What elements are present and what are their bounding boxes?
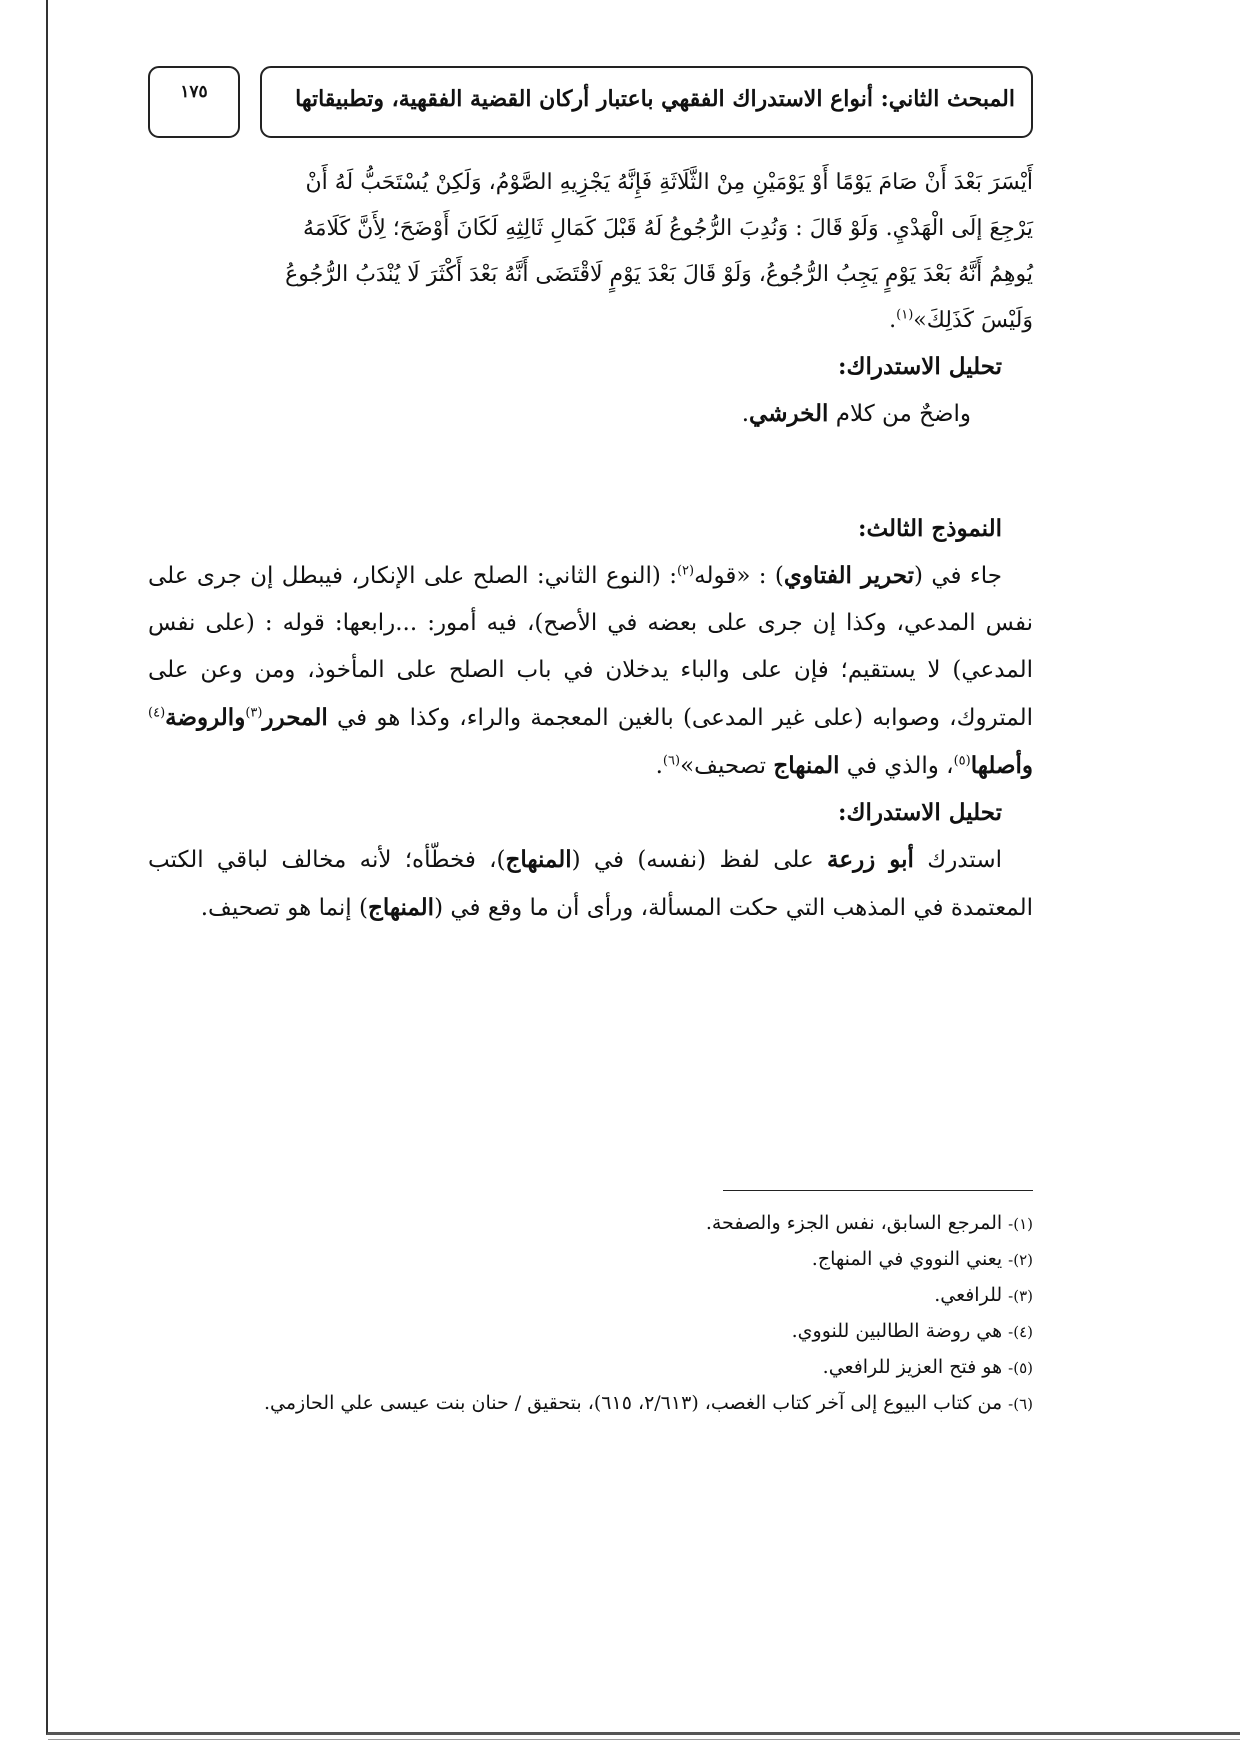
footnote <box>148 1350 1033 1386</box>
footnote <box>148 1278 1033 1314</box>
footnote-number: (٤)- <box>1008 1323 1033 1341</box>
footnote-ref: (٦) <box>662 753 681 769</box>
book-title: وأصلها <box>970 752 1033 779</box>
footnote <box>148 1206 1033 1242</box>
scholar-name: أبو زرعة <box>827 846 914 873</box>
footnote-number: (١)- <box>1008 1215 1033 1233</box>
footnote <box>148 1314 1033 1350</box>
page-header <box>148 66 1033 140</box>
main-text <box>148 160 1033 932</box>
footnote-ref: (٥) <box>953 753 971 769</box>
footnote-text: هو فتح العزيز للرافعي. <box>822 1356 1003 1378</box>
footnote-number: (٥)- <box>1008 1359 1033 1377</box>
footnote-number: (٢)- <box>1008 1251 1033 1269</box>
analysis-paragraph: واضحٌ من كلام الخرشي. <box>741 400 971 427</box>
footnote-ref: (١) <box>896 307 914 323</box>
analysis-heading: تحليل الاستدراك: <box>838 799 1002 826</box>
spacer <box>148 438 1033 506</box>
quote-line: يُوهِمُ أَنَّهُ بَعْدَ يَوْمٍ يَجِبُ الرُّجُوعُ، وَلَوْ قَالَ بَعْدَ يَوْمٍ لَاقْتَضَى أَنَّهُ بَعْدَ أَكْثَرَ لَا يُنْدَبُ الرُّجُوعُ <box>285 262 1033 287</box>
book-title: المنهاج <box>773 752 840 779</box>
book-title: تحرير الفتاوي <box>783 562 915 589</box>
page-number: ١٧٥ <box>148 66 240 138</box>
quote-line: وَلَيْسَ كَذَلِكَ» <box>913 308 1033 333</box>
footnote-text: من كتاب البيوع إلى آخر كتاب الغصب، (٢/٦١٣، ٦١٥)، بتحقيق / حنان بنت عيسى علي الحازمي. <box>264 1392 1003 1414</box>
footnote-text: هي روضة الطالبين للنووي. <box>791 1320 1003 1342</box>
quote-block <box>148 160 1033 344</box>
section-heading: النموذج الثالث: <box>857 515 1002 542</box>
footnote <box>148 1242 1033 1278</box>
footnote <box>148 1386 1033 1422</box>
analysis-paragraph: استدرك أبو زرعة على لفظ (نفسه) في (المنهاج)، فخطّأه؛ لأنه مخالف لباقي الكتب المعتمدة في المذهب التي حكت المسألة، ورأى أن ما وقع في (المنهاج) إنما هو تصحيف. <box>148 846 1033 921</box>
book-title: المنهاج <box>367 894 435 921</box>
footnote-number: (٣)- <box>1008 1287 1033 1305</box>
footnote-text: يعني النووي في المنهاج. <box>811 1248 1003 1270</box>
book-title: المحرر <box>262 704 328 731</box>
quote-line: يَرْجِعَ إلَى الْهَدْيِ. وَلَوْ قَالَ : وَنُدِبَ الرُّجُوعُ لَهُ قَبْلَ كَمَالِ ثَالِثِهِ لَكَانَ أَوْضَحَ؛ لِأَنَّ كَلَامَهُ <box>302 216 1033 241</box>
running-title: المبحث الثاني: أنواع الاستدراك الفقهي باعتبار أركان القضية الفقهية، وتطبيقاتها <box>260 66 1033 138</box>
footnotes <box>148 1206 1033 1422</box>
footnote-number: (٦)- <box>1008 1395 1033 1413</box>
footnote-text: المرجع السابق، نفس الجزء والصفحة. <box>705 1212 1003 1234</box>
footnote-ref: (٣) <box>245 705 263 721</box>
model-paragraph: جاء في (تحرير الفتاوي) : «قوله$^{(٢)}$: (النوع الثاني: الصلح على الإنكار، فيبطل إن جرى على نفس المدعي، وكذا إن جرى على بعضه في الأصح)، فيه أمور: ...رابعها: قوله : (على نفس المدعي) لا يستقيم؛ فإن على والباء يدخلان في باب الصلح على المأخوذ، ومن وعن على المتروك، وصوابه (على غير المدعى) بالغين المعجمة والراء، وكذا هو في المحرر$^{(٣)}$والروضة$^{(٤)}$ وأصلها$^{(٥)}$، والذي في المنهاج تصحيف»$^{(٦)}$. <box>148 562 1033 779</box>
quote-line: أَيْسَرَ بَعْدَ أَنْ صَامَ يَوْمًا أَوْ يَوْمَيْنِ مِنْ الثَّلَاثَةِ فَإِنَّهُ يَجْزِيهِ الصَّوْمُ، وَلَكِنْ يُسْتَحَبُّ لَهُ أَنْ <box>305 170 1033 195</box>
footnote-text: للرافعي. <box>934 1284 1003 1306</box>
footnote-separator <box>723 1190 1033 1191</box>
author-name: الخرشي <box>749 400 829 427</box>
footnote-ref: (٢) <box>676 563 695 579</box>
footnote-ref: (٤) <box>148 705 166 721</box>
analysis-heading: تحليل الاستدراك: <box>838 353 1002 380</box>
book-title: المنهاج <box>505 846 572 873</box>
book-title: والروضة <box>165 704 246 731</box>
quote-end: . <box>889 308 897 333</box>
